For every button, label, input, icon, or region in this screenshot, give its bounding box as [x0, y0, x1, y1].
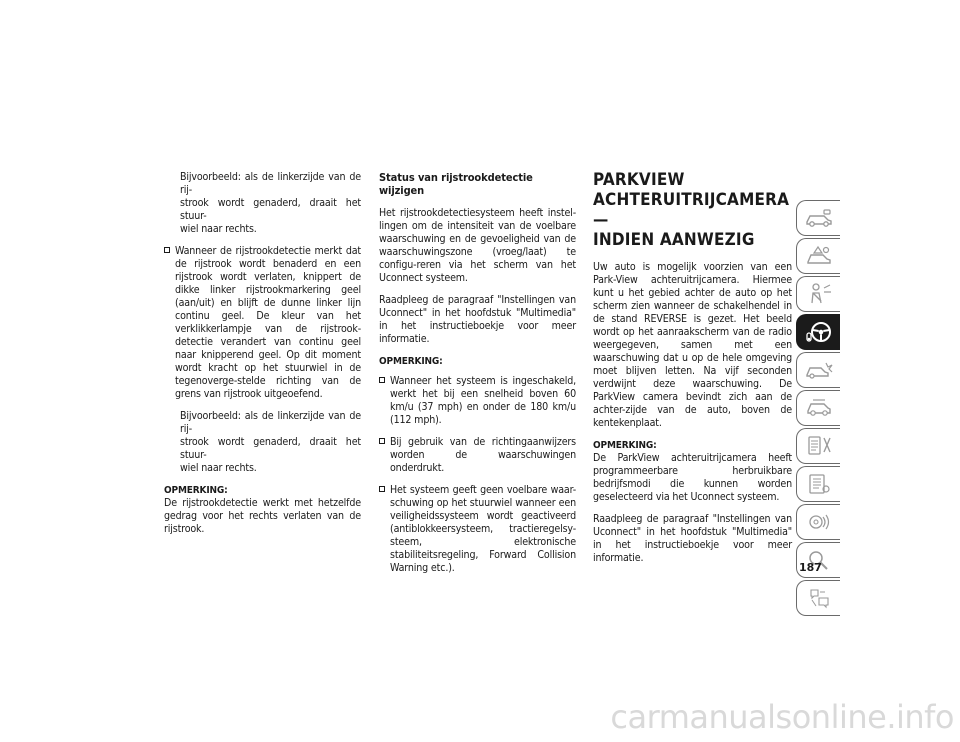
- left-column: [164, 171, 361, 545]
- heading-line: INDIEN AANWEZIG: [593, 230, 755, 250]
- paragraph: Het rijstrookdetectiesysteem heeft instel-lingen om de intensiteit van de voelbare waarschuwing en de gevoeligheid van de waarschuwingszone (vroeg/laat) te configu-reren via het scherm van het Uconnect systeem.: [379, 207, 576, 284]
- middle-column: [379, 171, 576, 584]
- steering-wheel-icon: [804, 319, 834, 345]
- example-paragraph-2: Bijvoorbeeld: als de linkerzijde van de rij- strook wordt genaderd, draait het stuur- wiel naar rechts.: [180, 410, 361, 474]
- tab-servicing[interactable]: [796, 390, 840, 426]
- maintenance-tools-icon: [804, 434, 834, 458]
- bullet-box-icon: [379, 486, 385, 492]
- car-warning-lights-icon: [804, 245, 834, 267]
- page-number: 187: [799, 561, 822, 574]
- chapter-heading: [593, 170, 792, 250]
- chapter-tabs: [796, 200, 841, 618]
- bullet-box-icon: [379, 438, 385, 444]
- bullet-box-icon: [164, 247, 170, 253]
- bullet-text: Wanneer de rijstrookdetectie merkt dat de rijstrook wordt benaderd en een rijstrook wordt verlaten, knippert de dikke linker rijstrookmarkering geel (aan/uit) en blijft de dunne linker lijn continu geel. De kleur van het verklikkerlampje van de rijstrook-detectie verandert van continu geel naar knipperend geel. Op dit moment wordt kracht op het stuurwiel in de tegenoverge-stelde richting van de grens van rijstrook uitgeoefend.: [175, 245, 361, 400]
- tab-getting-to-know[interactable]: [796, 200, 840, 236]
- note-label: OPMERKING:: [593, 440, 657, 451]
- car-service-icon: [804, 397, 834, 419]
- bullet-item: [164, 245, 361, 401]
- languages-icon: [804, 586, 834, 610]
- bullet-text: Wanneer het systeem is ingeschakeld, werkt het bij een snelheid boven 60 km/u (37 mph) en onder de 180 km/u (112 mph).: [390, 375, 576, 426]
- tab-starting-and-operating[interactable]: [796, 314, 840, 350]
- note-label: OPMERKING:: [379, 356, 443, 367]
- paragraph: Uw auto is mogelijk voorzien van een Park-View achteruitrijcamera. Hiermee kunt u het gebied achter de auto op het scherm zien wanneer de schakelhendel in de stand REVERSE is gezet. Het beeld wordt op het aanraakscherm van de radio weergegeven, samen met een waarschuwing dat u op de hele omgeving moet blijven letten. Na vijf seconden verdwijnt deze waarschuwing. De ParkView camera bevindt zich aan de achter-zijde van de auto, boven de kentekenplaat.: [593, 261, 792, 429]
- note-text: De rijstrookdetectie werkt met hetzelfde gedrag voor het rechts verlaten van de rijstrook.: [164, 497, 361, 535]
- multimedia-icon: [804, 510, 834, 534]
- example-paragraph-1: Bijvoorbeeld: als de linkerzijde van de rij- strook wordt genaderd, draait het stuur- wiel naar rechts.: [180, 171, 361, 235]
- note-label: OPMERKING:: [164, 485, 228, 496]
- car-key-icon: [804, 207, 834, 229]
- heading-line: PARKVIEW: [593, 170, 685, 190]
- tab-in-case-of-emergency[interactable]: [796, 352, 840, 388]
- section-heading: Status van rijstrookdetectie wijzigen: [379, 171, 533, 197]
- tab-instrument-panel[interactable]: [796, 238, 840, 274]
- heading-line: ACHTERUITRIJCAMERA —: [593, 190, 790, 230]
- bullet-item: [379, 375, 576, 427]
- seatbelt-airbag-icon: [804, 282, 834, 306]
- paragraph: Raadpleeg de paragraaf "Instellingen van Uconnect" in het hoofdstuk "Multimedia" in het instructieboekje voor meer informatie.: [379, 294, 576, 345]
- note-text: De ParkView achteruitrijcamera heeft programmeerbare herbruikbare bedrijfsmodi die kunnen worden geselecteerd via het Uconnect systeem.: [593, 452, 792, 503]
- tab-languages[interactable]: [796, 580, 840, 616]
- tab-multimedia[interactable]: [796, 504, 840, 540]
- tab-technical-specifications[interactable]: [796, 466, 840, 502]
- tab-safety[interactable]: [796, 276, 840, 312]
- tab-maintenance[interactable]: [796, 428, 840, 464]
- right-column: [593, 171, 792, 574]
- paragraph: Raadpleeg de paragraaf "Instellingen van Uconnect" in het hoofdstuk "Multimedia" in het instructieboekje voor meer informatie.: [593, 513, 792, 564]
- bullet-text: Het systeem geeft geen voelbare waar-schuwing op het stuurwiel wanneer een veiligheidssysteem wordt geactiveerd (antiblokkeersysteem, tractieregelsy-steem, elektronische stabiliteitsregeling, Forward Collision Warning etc.).: [390, 484, 576, 574]
- specifications-icon: [804, 472, 834, 496]
- bullet-text: Bij gebruik van de richtingaanwijzers worden de waarschuwingen onderdrukt.: [390, 436, 576, 474]
- car-crash-icon: [804, 359, 834, 381]
- watermark: carmanualsonline.info: [610, 698, 954, 736]
- bullet-box-icon: [379, 377, 385, 383]
- bullet-item: [379, 484, 576, 575]
- bullet-item: [379, 436, 576, 475]
